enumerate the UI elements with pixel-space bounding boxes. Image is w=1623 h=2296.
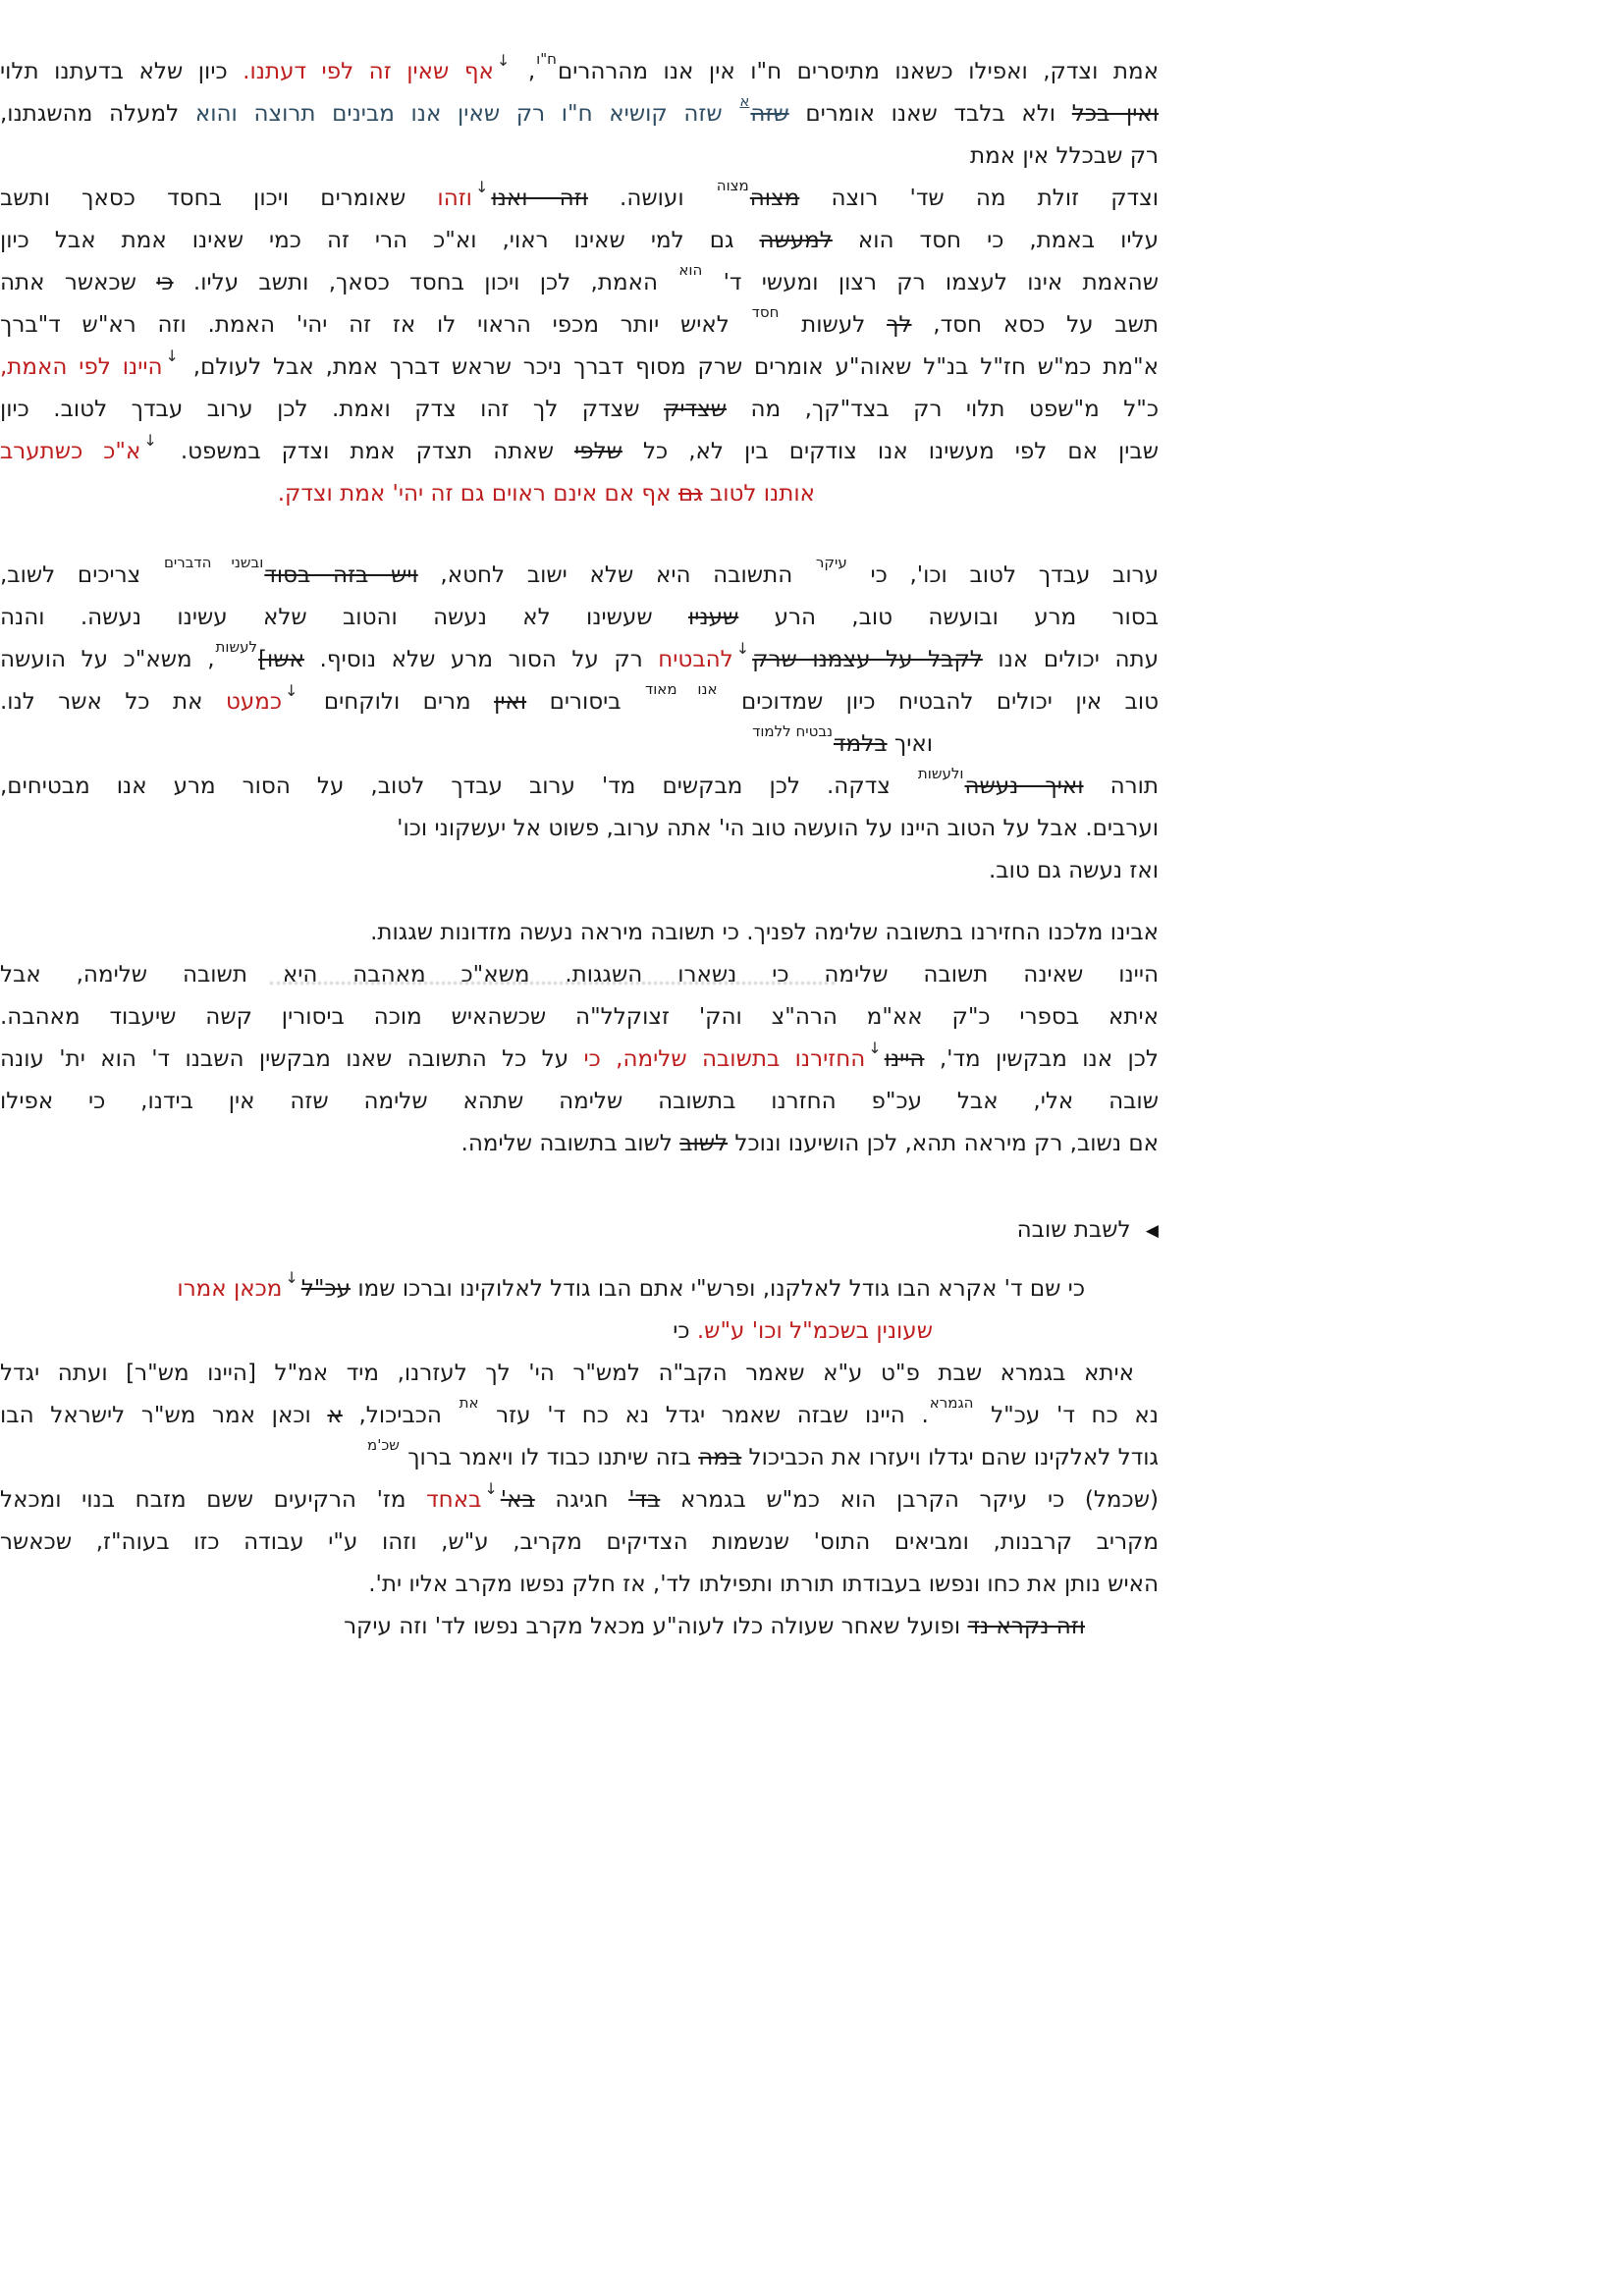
- superscript-note: מצוה: [716, 177, 749, 194]
- text-line: [0, 639, 1159, 681]
- text-segment: לכן אנו מבקשין מד',: [924, 1046, 1159, 1072]
- superscript-note: אנו מאוד: [645, 680, 718, 698]
- text-line: [0, 93, 1159, 135]
- text-segment: ביסורים: [526, 689, 645, 715]
- deleted-text: מצוה: [749, 186, 800, 211]
- insertion-arrow-icon: ↓: [484, 1479, 498, 1498]
- text-line: [0, 1606, 1085, 1648]
- deleted-text: כי: [156, 270, 174, 295]
- text-segment: לעשות: [780, 312, 888, 338]
- text-segment: התשובה היא שלא ישוב לחטא,: [417, 562, 815, 588]
- insertion-arrow-icon: ↓: [735, 639, 750, 658]
- paragraph-avinu-malkenu: [0, 912, 1159, 1165]
- deleted-text: היינו: [884, 1046, 925, 1072]
- text-line: [0, 597, 1159, 639]
- text-segment: הכביכול,: [342, 1403, 459, 1428]
- text-segment: וכאן אמר מש"ר לישראל הבו: [0, 1403, 328, 1428]
- text-line: [0, 347, 1159, 389]
- text-line: [0, 766, 1159, 808]
- section-heading-shabbat-shuva: [0, 1209, 1159, 1253]
- insertion-arrow-icon: ↓: [496, 51, 511, 70]
- text-segment: מרים ולוקחים: [300, 689, 495, 715]
- deleted-text: שעניו: [687, 605, 739, 630]
- superscript-note: הוא: [678, 261, 703, 279]
- superscript-note: את: [459, 1394, 479, 1412]
- text-line: [0, 1268, 1085, 1310]
- text-segment: שובה אלי, אבל עכ"פ החזרנו בתשובה שלימה שתהא שלימה שזה אין בידנו, כי אפילו: [0, 1089, 1159, 1114]
- deleted-text: שצדיק: [664, 397, 728, 422]
- deleted-text: וזה נקרא נד: [967, 1614, 1085, 1639]
- deleted-text: בד': [628, 1487, 661, 1513]
- inserted-text: א"כ כשתערב: [0, 439, 141, 464]
- deleted-text: וזה ואנו: [491, 186, 588, 211]
- text-segment: ועושה.: [587, 186, 716, 211]
- deleted-text: ואיך נעשה: [964, 774, 1084, 799]
- insertion-arrow-icon: ↓: [143, 431, 157, 450]
- text-segment: תורה: [1083, 774, 1159, 799]
- text-segment: אם נשוב, רק מיראה תהא, לכן הושיענו ונוכל: [728, 1131, 1159, 1156]
- deleted-inserted-text: גם: [677, 481, 703, 507]
- text-segment: גודל לאלקינו שהם יגדלו ויעזרו את הכביכול: [741, 1445, 1159, 1470]
- deleted-text: לשוב: [679, 1131, 729, 1156]
- paragraph-arov-avdecha: [0, 555, 1159, 892]
- superscript-note: ובשני הדברים: [163, 554, 264, 571]
- text-line: [0, 996, 1159, 1039]
- section-bullet-icon: ◀: [1145, 1221, 1159, 1241]
- text-segment: א"מת כמ"ש חז"ל בנ"ל שאוה"ע אומרים שרק מסוף דברך ניכר שראש דברך אמת, אבל לעולם,: [181, 354, 1159, 380]
- inserted-text: באחד: [426, 1487, 482, 1513]
- text-segment: ערוב עבדך לטוב וכו', כי: [847, 562, 1159, 588]
- text-segment: שבין אם לפי מעשינו אנו צודקים בין לא, כל: [622, 439, 1159, 464]
- text-segment: בסור מרע ובועשה טוב, הרע: [738, 605, 1159, 630]
- inserted-text: כמעט: [225, 689, 283, 715]
- text-line: [0, 1564, 1159, 1606]
- inserted-text: וזהו: [437, 186, 472, 211]
- inserted-text: החזירנו בתשובה שלימה, כי: [583, 1046, 866, 1072]
- text-segment: צדקה. לכן מבקשים מד' ערוב עבדך לטוב, על הסור מרע אנו מבטיחים,: [0, 774, 917, 799]
- text-segment: על כל התשובה שאנו מבקשין השבנו ד' הוא ית' עונה: [0, 1046, 584, 1072]
- text-line: [0, 555, 1159, 597]
- text-segment: איתא בגמרא שבת פ"ט ע"א שאמר הקב"ה למש"ר הי' לך לעזרנו, מיד אמ"ל [היינו מש"ר] ועתה יגדל: [0, 1361, 1134, 1386]
- deleted-text: לקבל על עצמנו שרק: [752, 647, 983, 672]
- text-segment: , משא"כ על הועשה: [0, 647, 215, 672]
- deleted-text-navy: שזה: [750, 101, 789, 127]
- text-segment: אבינו מלכנו החזירנו בתשובה שלימה לפניך. כי תשובה מיראה נעשה מזדונות שגגות.: [370, 920, 1159, 945]
- inserted-text: אף אם אינם ראוים גם זה יהי' אמת וצדק.: [277, 481, 678, 507]
- paragraph-emet-vetzedek: [0, 51, 1159, 515]
- inserted-text: אותנו לטוב: [702, 481, 815, 507]
- text-segment: טוב אין יכולים להבטיח כיון שמדוכים: [718, 689, 1159, 715]
- superscript-note-marked: א: [739, 92, 750, 110]
- text-segment: גם למי שאינו ראוי, וא"כ הרי זה כמי שאינו אמת אבל כיון: [0, 228, 760, 253]
- text-segment: את כל אשר לנו.: [0, 689, 226, 715]
- insertion-arrow-icon: ↓: [165, 347, 179, 365]
- deleted-text: ואין: [494, 689, 527, 715]
- text-segment: (שכמל) כי עיקר הקרבן הוא כמ"ש בגמרא: [660, 1487, 1159, 1513]
- text-segment: ולא בלבד שאנו אומרים: [788, 101, 1072, 127]
- text-segment: . היינו שבזה שאמר יגדל נא כח ד' עזר: [479, 1403, 929, 1428]
- insertion-arrow-icon: ↓: [868, 1039, 882, 1057]
- text-segment: ,: [513, 59, 536, 84]
- inserted-text: היינו לפי האמת,: [0, 354, 163, 380]
- deleted-text: ויש בזה בסוד: [264, 562, 418, 588]
- text-segment: וערבים. אבל על הטוב היינו על הועשה טוב הי' אתה ערוב, פשוט אל יעשקוני וכו': [397, 816, 1159, 841]
- text-segment: תשב על כסא חסד,: [911, 312, 1160, 338]
- text-line: [0, 1123, 1159, 1165]
- text-segment: כי שם ד' אקרא הבו גודל לאלקנו, ופרש"י אתם הבו גודל לאלוקינו וברכו שמו: [351, 1276, 1085, 1302]
- superscript-note: ח"ו: [536, 50, 557, 68]
- text-line: [0, 1522, 1159, 1564]
- text-segment: שכאשר אתה: [0, 270, 157, 295]
- text-line: [0, 1039, 1159, 1081]
- text-segment: ואיך: [887, 731, 933, 757]
- text-line: [0, 1310, 933, 1353]
- deleted-text: אשו]: [258, 647, 304, 672]
- text-line: [0, 389, 1159, 431]
- deleted-text: עכ"ל: [300, 1276, 352, 1302]
- text-segment: לשבת שובה: [1016, 1217, 1138, 1243]
- text-segment: כ"ל מ"שפט תלוי רק בצד"קך, מה: [727, 397, 1160, 422]
- insertion-arrow-icon: ↓: [474, 178, 489, 196]
- text-line: [0, 1353, 1134, 1395]
- text-segment: מקריב קרבנות, ומביאים התוס' שנשמות הצדיקים מקריב, ע"ש, וזהו ע"י עבודה כזו בעוה"ז, שכאשר: [0, 1529, 1159, 1555]
- text-line: [0, 954, 1159, 996]
- text-segment: מז' הרקיעים ששם מזבח בנוי ומכאל: [0, 1487, 427, 1513]
- text-line: [0, 262, 1159, 304]
- deleted-text: בלמד: [834, 731, 888, 757]
- inserted-text: שעונין בשכמ"ל וכו' ע"ש.: [696, 1318, 933, 1344]
- text-line: [0, 1081, 1159, 1123]
- paragraph-ki-shem: [0, 1268, 1159, 1648]
- erased-text-mark: [270, 982, 835, 988]
- text-segment: שהאמת אינו לעצמו רק רצון ומעשי ד': [703, 270, 1159, 295]
- text-segment: אמת וצדק, ואפילו כשאנו מתיסרים ח"ו אין אנו מהרהרים: [557, 59, 1159, 84]
- deleted-text: למעשה: [759, 228, 833, 253]
- superscript-note: עיקר: [815, 554, 847, 571]
- text-segment: רק שבכלל אין אמת: [969, 143, 1159, 169]
- inserted-text: מכאן אמרו: [177, 1276, 283, 1302]
- text-segment: עתה יכולים אנו: [982, 647, 1159, 672]
- superscript-note: שכ'מ: [367, 1436, 400, 1454]
- superscript-note: נבטיח ללמוד: [752, 722, 833, 740]
- text-segment: ואז נעשה גם טוב.: [989, 858, 1159, 883]
- text-segment: חגיגה: [534, 1487, 629, 1513]
- text-line: [0, 808, 1159, 850]
- inserted-text: אף שאין זה לפי דעתנו.: [243, 59, 494, 84]
- deleted-text: א: [327, 1403, 343, 1428]
- text-line: [0, 178, 1159, 220]
- text-segment: האיש נותן את כחו ונפשו בעבודתו תורתו ותפילתו לד', אז חלק נפשו מקרב אליו ית'.: [368, 1572, 1159, 1597]
- text-line: [0, 473, 815, 515]
- text-segment: וצדק זולת מה שד' רוצה: [799, 186, 1160, 211]
- deleted-text: בא': [500, 1487, 535, 1513]
- text-segment: בזה שיתנו כבוד לו ויאמר ברוך: [400, 1445, 699, 1470]
- deleted-text: שלפי: [574, 439, 622, 464]
- text-segment: לאיש יותר מכפי הראוי לו אז זה יהי' האמת. וזה רא"ש ד"ברך: [0, 312, 751, 338]
- deleted-text: ואין בכל: [1071, 101, 1160, 127]
- text-segment: שאתה תצדק אמת וצדק במשפט.: [159, 439, 575, 464]
- text-segment: ופועל שאחר שעולה כלו לעוה"ע מכאל מקרב נפשו לד' וזה עיקר: [344, 1614, 968, 1639]
- text-line: [0, 850, 1159, 892]
- text-segment: שעשינו לא נעשה והטוב שלא עשינו נעשה. והנה: [0, 605, 688, 630]
- text-line: [0, 1437, 1159, 1479]
- insertion-arrow-icon: ↓: [285, 1268, 298, 1287]
- text-segment: איתא בספרי כ"ק אא"מ הרה"צ והק' זצוקלל"ה שכשהאיש מוכה ביסורין קשה שיעבוד מאהבה.: [0, 1004, 1159, 1030]
- text-segment: לשוב בתשובה שלימה.: [460, 1131, 680, 1156]
- deleted-text: לך: [887, 312, 912, 338]
- text-segment: האמת, לכן ויכון בחסד כסאך, ותשב עליו.: [173, 270, 678, 295]
- text-line: [0, 1395, 1159, 1437]
- text-line: [0, 304, 1159, 347]
- text-line: [0, 681, 1159, 723]
- text-line: [0, 220, 1159, 262]
- text-segment: נא כח ד' עכ"ל: [974, 1403, 1159, 1428]
- text-line: [0, 723, 933, 766]
- text-segment: שאומרים ויכון בחסד כסאך ותשב: [0, 186, 438, 211]
- deleted-text: במה: [698, 1445, 742, 1470]
- text-line: [0, 51, 1159, 93]
- inserted-text-navy: שזה קושיא ח"ו רק שאין אנו מבינים תרוצה והוא: [194, 101, 739, 127]
- text-segment: כי: [673, 1318, 697, 1344]
- superscript-note: חסד: [751, 303, 780, 321]
- text-segment: שצדק לך זהו צדק ואמת. לכן ערוב עבדך לטוב. כיון: [0, 397, 665, 422]
- text-line: [0, 135, 1159, 178]
- insertion-arrow-icon: ↓: [285, 681, 298, 700]
- superscript-note: לעשות: [215, 638, 258, 656]
- superscript-note: הגמרא: [929, 1394, 974, 1412]
- text-segment: כיון שלא בדעתנו תלוי: [0, 59, 243, 84]
- text-line: [0, 1209, 1159, 1253]
- text-segment: למעלה מהשגתנו,: [0, 101, 195, 127]
- text-segment: צריכים לשוב,: [0, 562, 163, 588]
- text-segment: עליו באמת, כי חסד הוא: [832, 228, 1159, 253]
- text-line: [0, 912, 1159, 954]
- superscript-note: ולעשות: [917, 765, 964, 782]
- text-segment: היינו שאינה תשובה שלימה כי נשארו השגגות. משא"כ מאהבה היא תשובה שלימה, אבל: [0, 962, 1159, 988]
- inserted-text: להבטיח: [658, 647, 733, 672]
- text-line: [0, 1479, 1159, 1522]
- text-line: [0, 431, 1159, 473]
- text-segment: רק על הסור מרע שלא נוסיף.: [303, 647, 659, 672]
